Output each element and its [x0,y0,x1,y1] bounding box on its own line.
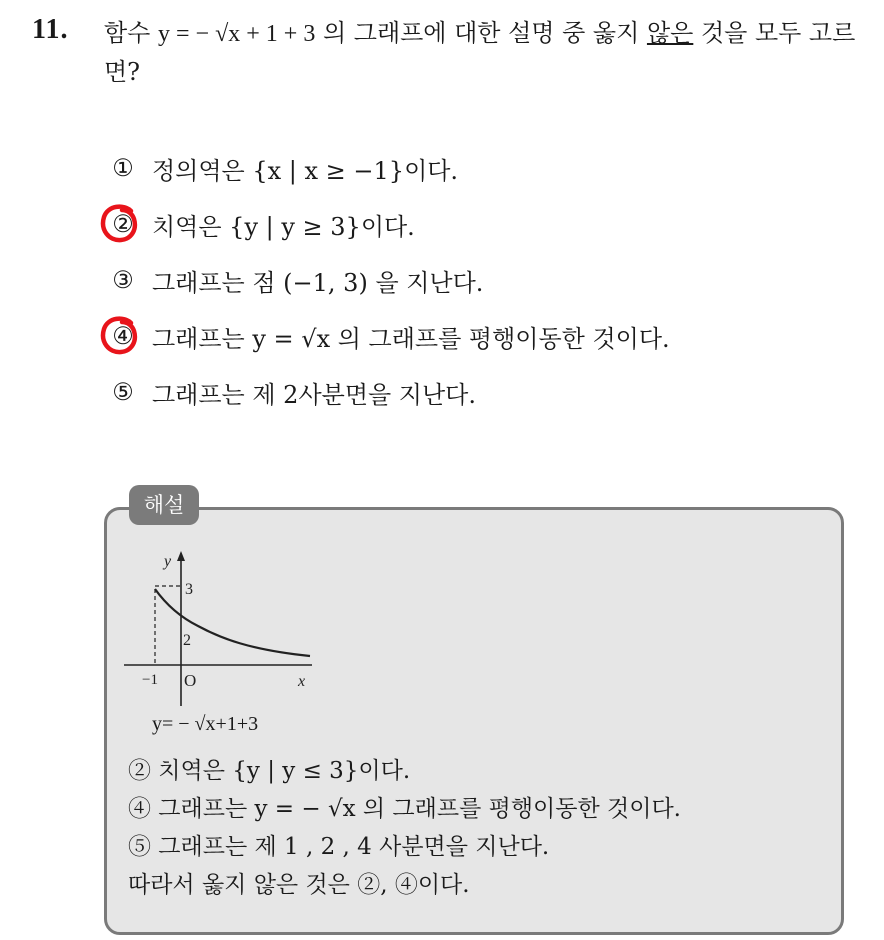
explanation-line: ④ 그래프는 y = − √x 의 그래프를 평행이동한 것이다. [128,796,681,822]
choice-2[interactable] [108,196,808,252]
red-circle-mark-icon [100,315,140,357]
red-circle-mark-icon [100,203,140,245]
choice-mark: ④ [112,322,134,350]
choice-1[interactable] [108,140,808,196]
choice-5[interactable] [108,364,808,420]
choice-3[interactable] [108,252,808,308]
choice-text: 그래프는 점 (−1, 3) 을 지난다. [152,268,484,297]
question-text [104,14,874,91]
tick-label-x-neg1: −1 [142,672,158,688]
explanation-line: ② 치역은 {y | y ≤ 3}이다. [128,758,411,784]
y-axis-arrow-icon [177,551,185,561]
tick-label-y-3: 3 [185,581,193,598]
function-curve [155,589,310,656]
choice-text: 그래프는 y = √x 의 그래프를 평행이동한 것이다. [152,324,670,353]
choice-text: 정의역은 {x | x ≥ −1}이다. [152,156,459,185]
explanation-lines [128,752,828,904]
explanation-tag: 해설 [129,485,199,525]
tick-label-y-2: 2 [183,632,191,649]
question-text-before: 함수 [104,19,158,47]
question-text-mid: 의 그래프에 대한 설명 중 옳지 [315,19,647,47]
explanation-line: 따라서 옳지 않은 것은 ②, ④이다. [128,872,470,898]
choice-mark: ⑤ [112,378,134,406]
question-function: y = − √x + 1 + 3 [158,21,316,47]
question-number: 11. [32,14,69,45]
origin-label: O [184,671,197,690]
choice-mark: ③ [112,266,134,294]
y-axis-label: y [164,553,172,570]
choice-mark: ① [112,154,134,182]
question-emphasis: 않은 [646,19,694,47]
question-text-after: 것을 모두 고르면? [104,19,856,86]
choice-list [108,140,808,420]
choice-4[interactable] [108,308,808,364]
graph-caption: y= − √x+1+3 [152,713,259,735]
choice-text: 치역은 {y | y ≥ 3}이다. [152,212,415,241]
choice-text: 그래프는 제 2사분면을 지난다. [152,380,476,409]
x-axis-label: x [298,673,306,690]
explanation-line: ⑤ 그래프는 제 1 , 2 , 4 사분면을 지난다. [128,834,550,860]
choice-mark: ② [112,210,134,238]
